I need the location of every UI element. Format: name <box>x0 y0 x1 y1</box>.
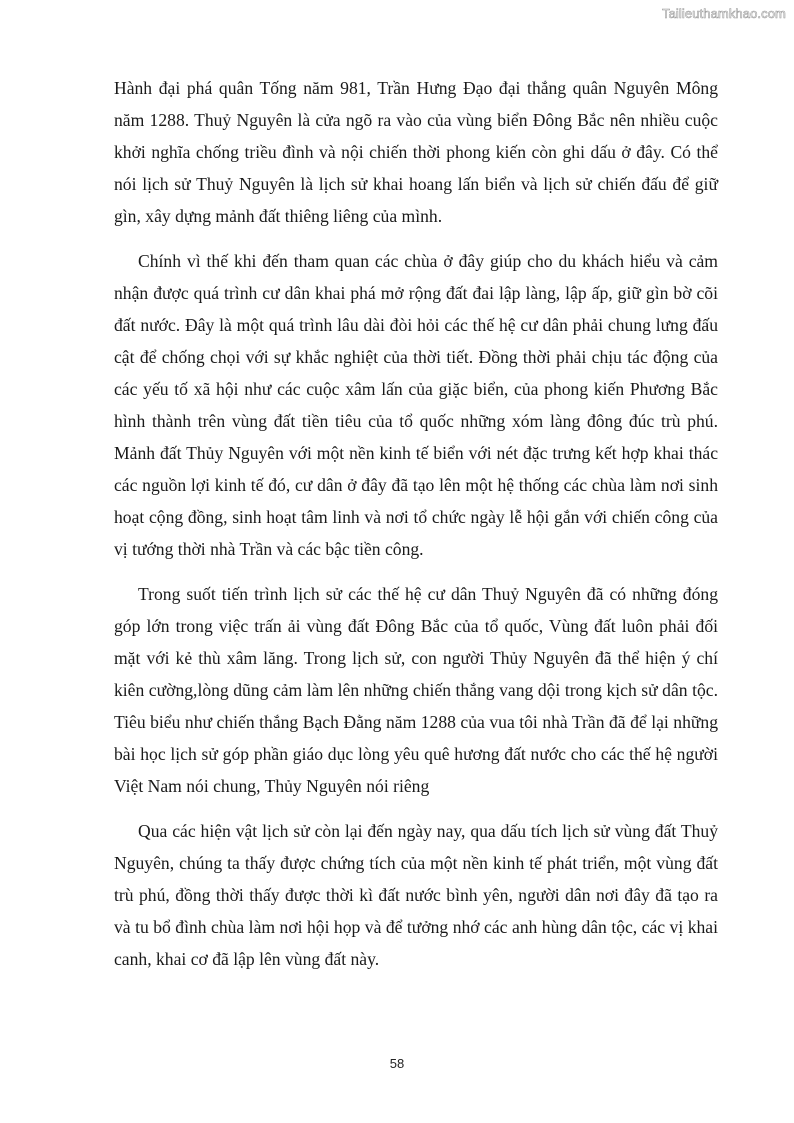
paragraph-2: Chính vì thế khi đến tham quan các chùa ở đây giúp cho du khách hiểu và cảm nhận được quá trình cư dân khai phá mở rộng đất đai lập làng, lập ấp, giữ gìn bờ cõi đất nước. Đây là một quá trình lâu dài đòi hỏi các thế hệ cư dân phải chung lưng đấu cật để chống chọi với sự khắc nghiệt của thời tiết. Đồng thời phải chịu tác động của các yếu tố xã hội như các cuộc xâm lấn của giặc biển, của phong kiến Phương Bắc hình thành trên vùng đất tiền tiêu của tổ quốc những xóm làng đông đúc trù phú. Mảnh đất Thủy Nguyên với một nền kinh tế biển với nét đặc trưng kết hợp khai thác các nguồn lợi kinh tế đó, cư dân ở đây đã tạo lên một hệ thống các chùa làm nơi sinh hoạt cộng đồng, sinh hoạt tâm linh và nơi tổ chức ngày lễ hội gắn với chiến công của vị tướng thời nhà Trần và các bậc tiền công. <box>114 251 718 559</box>
paragraph-3: Trong suốt tiến trình lịch sử các thế hệ cư dân Thuỷ Nguyên đã có những đóng góp lớn trong việc trấn ải vùng đất Đông Bắc của tổ quốc, Vùng đất luôn phải đối mặt với kẻ thù xâm lăng. Trong lịch sử, con người Thủy Nguyên đã thể hiện ý chí kiên cường,lòng dũng cảm làm lên những chiến thắng vang dội trong kịch sử dân tộc. Tiêu biểu như chiến thắng Bạch Đằng năm 1288 của vua tôi nhà Trần đã để lại những bài học lịch sử góp phần giáo dục lòng yêu quê hương đất nước cho các thế hệ người Việt Nam nói chung, Thủy Nguyên nói riêng <box>114 584 718 796</box>
paragraph-4: Qua các hiện vật lịch sử còn lại đến ngày nay, qua dấu tích lịch sử vùng đất Thuỷ Nguyên, chúng ta thấy được chứng tích của một nền kinh tế phát triển, một vùng đất trù phú, đồng thời thấy được thời kì đất nước bình yên, người dân nơi đây đã tạo ra và tu bổ đình chùa làm nơi hội họp và để tưởng nhớ các anh hùng dân tộc, các vị khai canh, khai cơ đã lập lên vùng đất này. <box>114 821 718 969</box>
document-body <box>114 72 718 988</box>
watermark: Tailieuthamkhao.com <box>661 6 786 21</box>
paragraph-1: Hành đại phá quân Tống năm 981, Trần Hưng Đạo đại thắng quân Nguyên Mông năm 1288. Thuỷ Nguyên là cửa ngõ ra vào của vùng biển Đông Bắc nên nhiều cuộc khởi nghĩa chống triều đình và nội chiến thời phong kiến còn ghi dấu ở đây. Có thể nói lịch sử Thuỷ Nguyên là lịch sử khai hoang lấn biển và lịch sử chiến đấu để giữ gìn, xây dựng mảnh đất thiêng liêng của mình. <box>114 78 718 226</box>
page-number: 58 <box>389 1056 405 1071</box>
